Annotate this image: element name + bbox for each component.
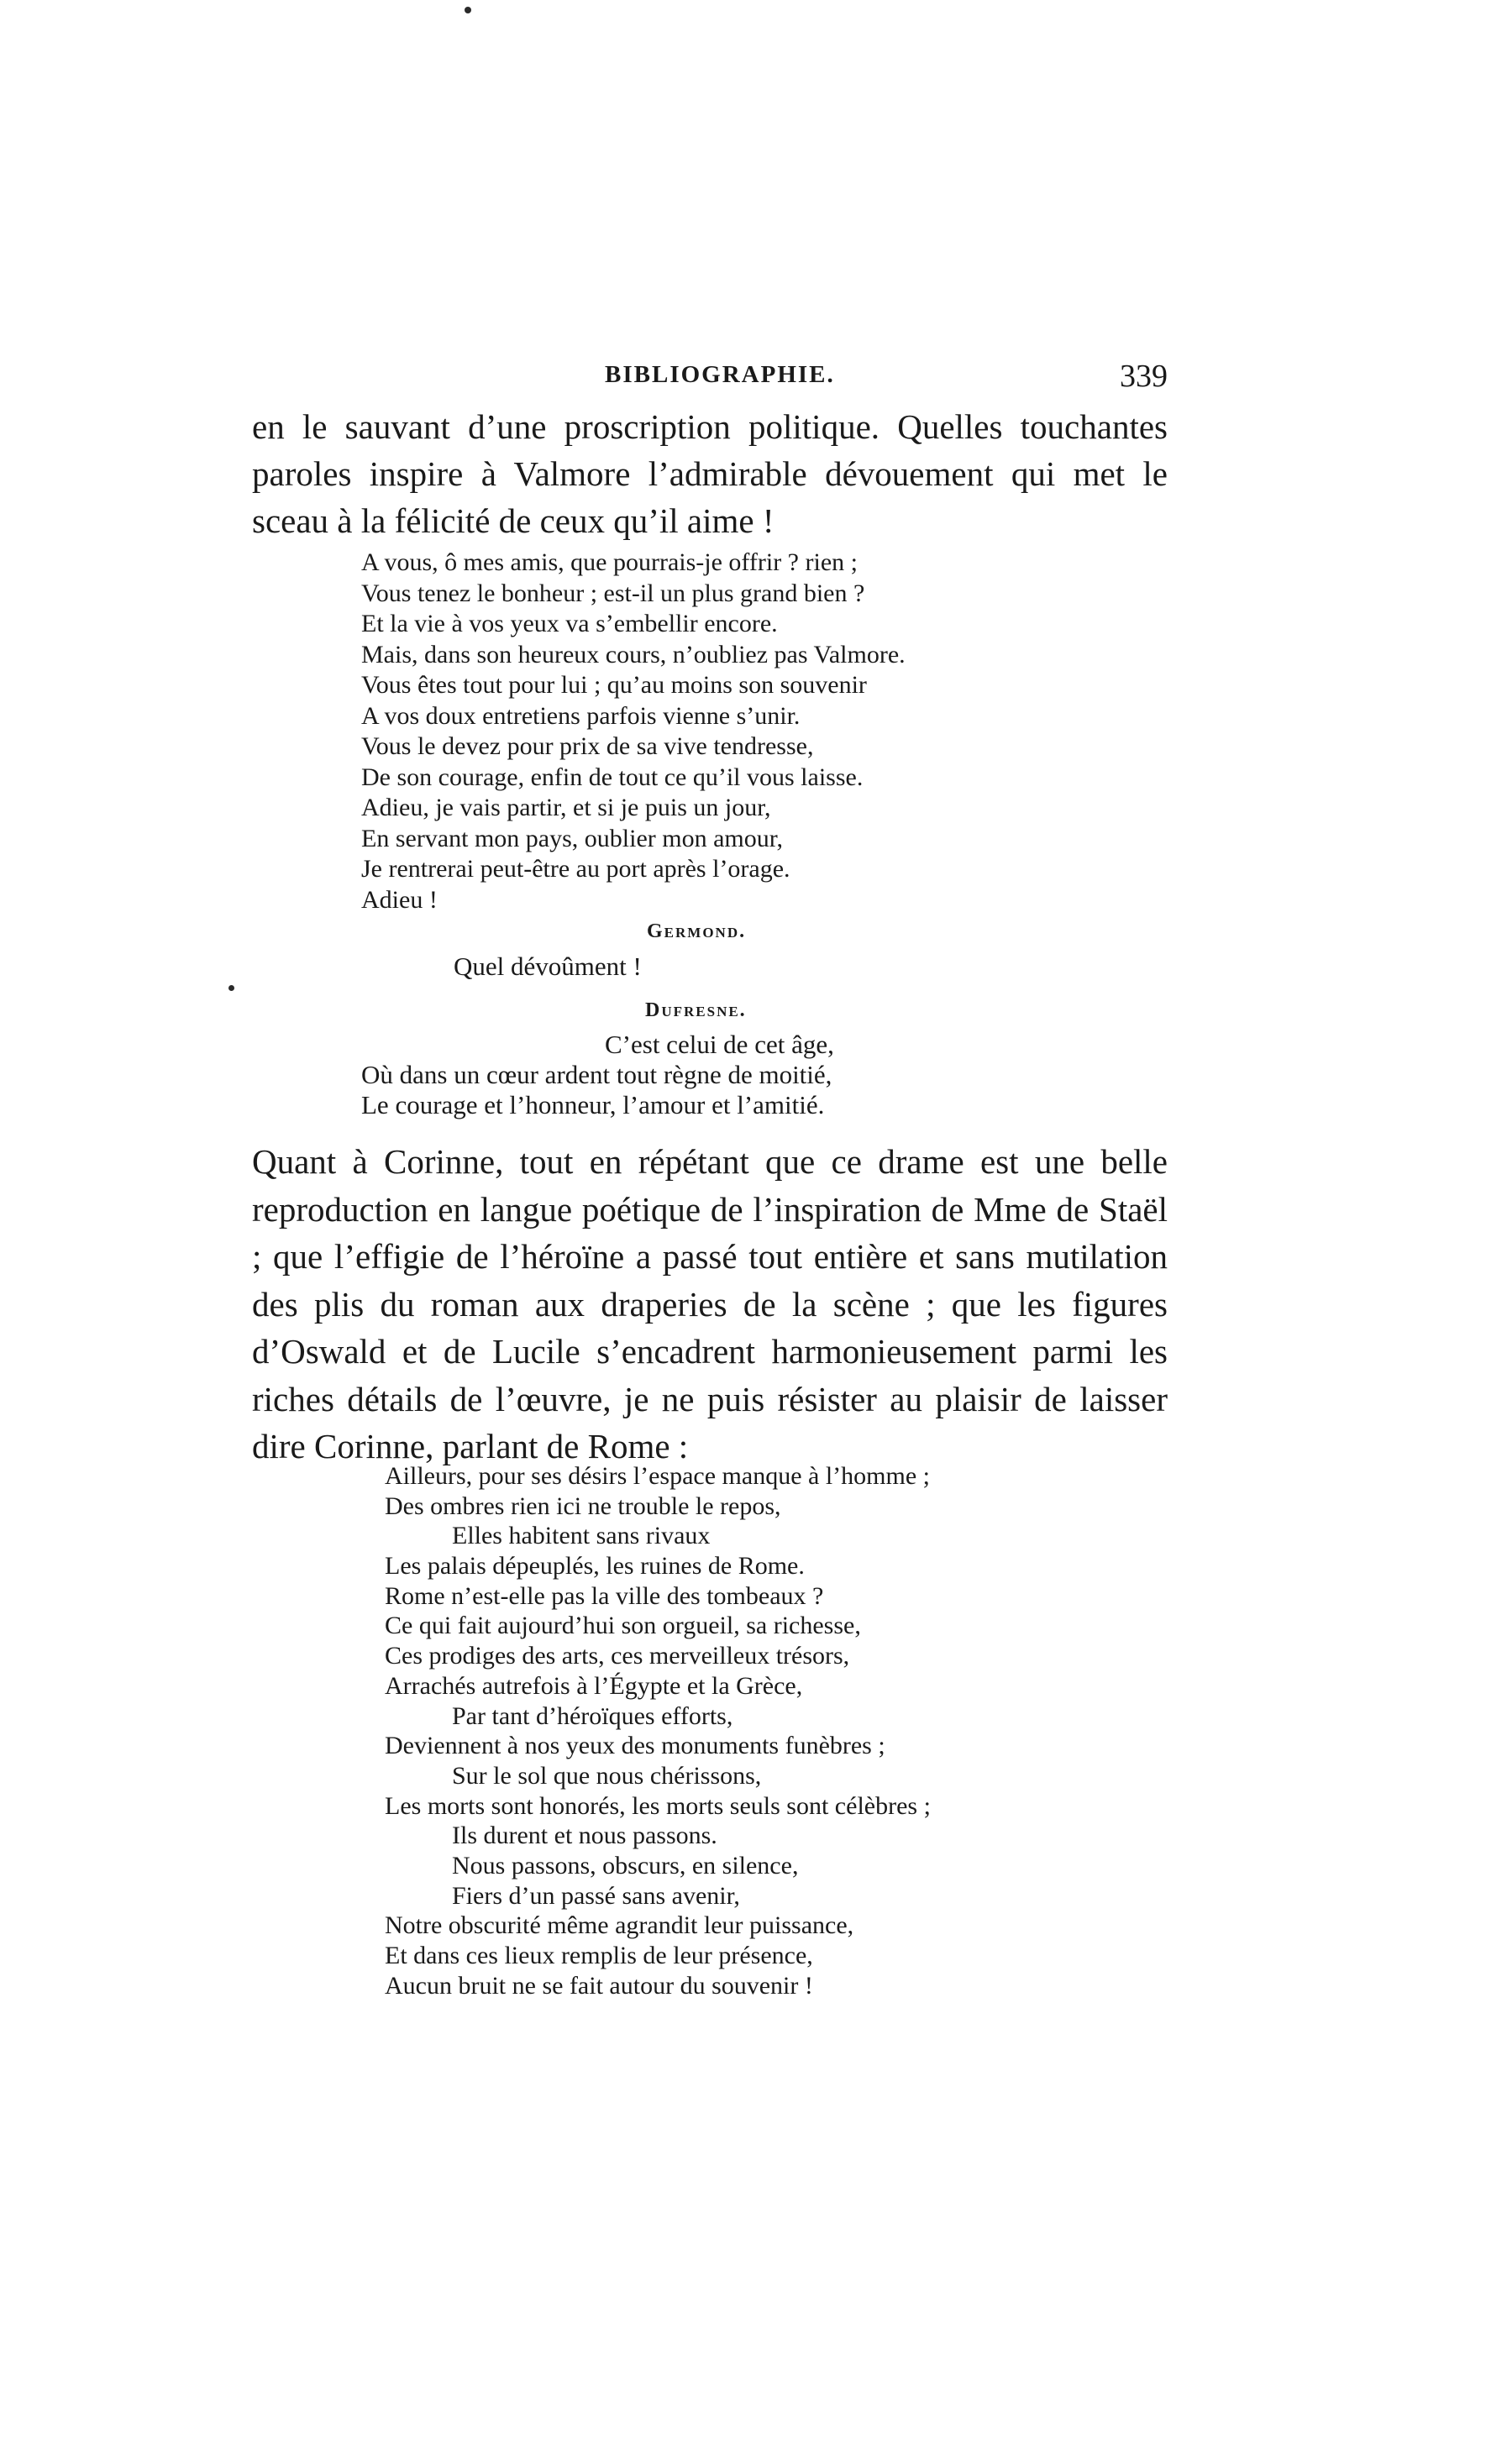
ink-speck (228, 985, 234, 991)
verse-line: Ce qui fait aujourd’hui son orgueil, sa richesse, (385, 1612, 861, 1640)
page-number: 339 (1120, 359, 1168, 394)
speaker-dufresne: Dufresne. (645, 999, 747, 1021)
paragraph-1: en le sauvant d’une proscription politique. Quelles touchantes paroles inspire à Valmore l’admirable dévouement qui met le sceau à la félicité de ceux qu’il aime ! (252, 407, 1168, 540)
verse-line: Rome n’est-elle pas la ville des tombeaux ? (385, 1581, 824, 1610)
paragraph-2: Quant à Corinne, tout en répétant que ce drame est une belle reproduction en langue poétique de l’inspiration de Mme de Staël ; que l’effigie de l’héroïne a passé tout entière et sans mutilation des plis du roman aux draperies de la scène ; que les figures d’Oswald et de Lucile s’encadrent harmonieusement parmi les riches détails de l’œuvre, je ne puis résister au plaisir de laisser dire Corinne, parlant de Rome : (252, 1142, 1168, 1465)
verse-line: Fiers d’un passé sans avenir, (452, 1881, 740, 1910)
verse-line: Adieu, je vais partir, et si je puis un jour, (361, 794, 771, 821)
verse-line: Ils durent et nous passons. (452, 1822, 717, 1850)
verse-line: Deviennent à nos yeux des monuments funèbres ; (385, 1732, 885, 1760)
verse-line: Mais, dans son heureux cours, n’oubliez pas Valmore. (361, 640, 906, 668)
reply-germond: Quel dévoûment ! (454, 952, 642, 981)
verse-line: En servant mon pays, oublier mon amour, (361, 824, 784, 852)
verse-line: Elles habitent sans rivaux (452, 1522, 711, 1550)
dufresne-lines (361, 1030, 834, 1120)
verse-block-2 (385, 1461, 931, 2000)
verse-line: Les palais dépeuplés, les ruines de Rome. (385, 1552, 805, 1581)
verse-line: Et dans ces lieux remplis de leur présence, (385, 1942, 813, 1969)
verse-line: Adieu ! (361, 885, 438, 914)
verse-line: Vous tenez le bonheur ; est-il un plus grand bien ? (361, 579, 865, 607)
page-header (252, 361, 1168, 403)
verse-line: A vous, ô mes amis, que pourrais-je offrir ? rien ; (361, 548, 858, 576)
verse-line: Je rentrerai peut-être au port après l’orage. (361, 855, 790, 883)
verse-line: Notre obscurité même agrandit leur puissance, (385, 1911, 854, 1940)
verse-line: Nous passons, obscurs, en silence, (452, 1851, 799, 1879)
speaker-germond: Germond. (647, 920, 747, 942)
verse-line: Et la vie à vos yeux va s’embellir encore. (361, 610, 778, 637)
verse-block-1 (361, 548, 906, 915)
running-head: BIBLIOGRAPHIE. (605, 361, 835, 388)
verse-line: Des ombres rien ici ne trouble le repos, (385, 1492, 781, 1520)
verse-line: Ces prodiges des arts, ces merveilleux trésors, (385, 1642, 850, 1670)
verse-line: Vous êtes tout pour lui ; qu’au moins son souvenir (361, 671, 867, 699)
verse-line: De son courage, enfin de tout ce qu’il vous laisse. (361, 763, 864, 791)
verse-line: Vous le devez pour prix de sa vive tendresse, (361, 732, 814, 760)
verse-line: Par tant d’héroïques efforts, (452, 1701, 733, 1730)
verse-line: A vos doux entretiens parfois vienne s’unir. (361, 701, 801, 730)
verse-line: Les morts sont honorés, les morts seuls sont célèbres ; (385, 1791, 931, 1820)
verse-line: Arrachés autrefois à l’Égypte et la Grèce, (385, 1671, 803, 1700)
verse-line: Aucun bruit ne se fait autour du souvenir ! (385, 1971, 813, 2000)
verse-line: Ailleurs, pour ses désirs l’espace manque à l’homme ; (385, 1462, 930, 1490)
verse-line: C’est celui de cet âge, (605, 1030, 834, 1059)
verse-line: Sur le sol que nous chérissons, (452, 1761, 762, 1790)
verse-line: Où dans un cœur ardent tout règne de moitié, (361, 1060, 832, 1089)
ink-speck (465, 7, 471, 13)
verse-line: Le courage et l’honneur, l’amour et l’amitié. (361, 1090, 825, 1119)
